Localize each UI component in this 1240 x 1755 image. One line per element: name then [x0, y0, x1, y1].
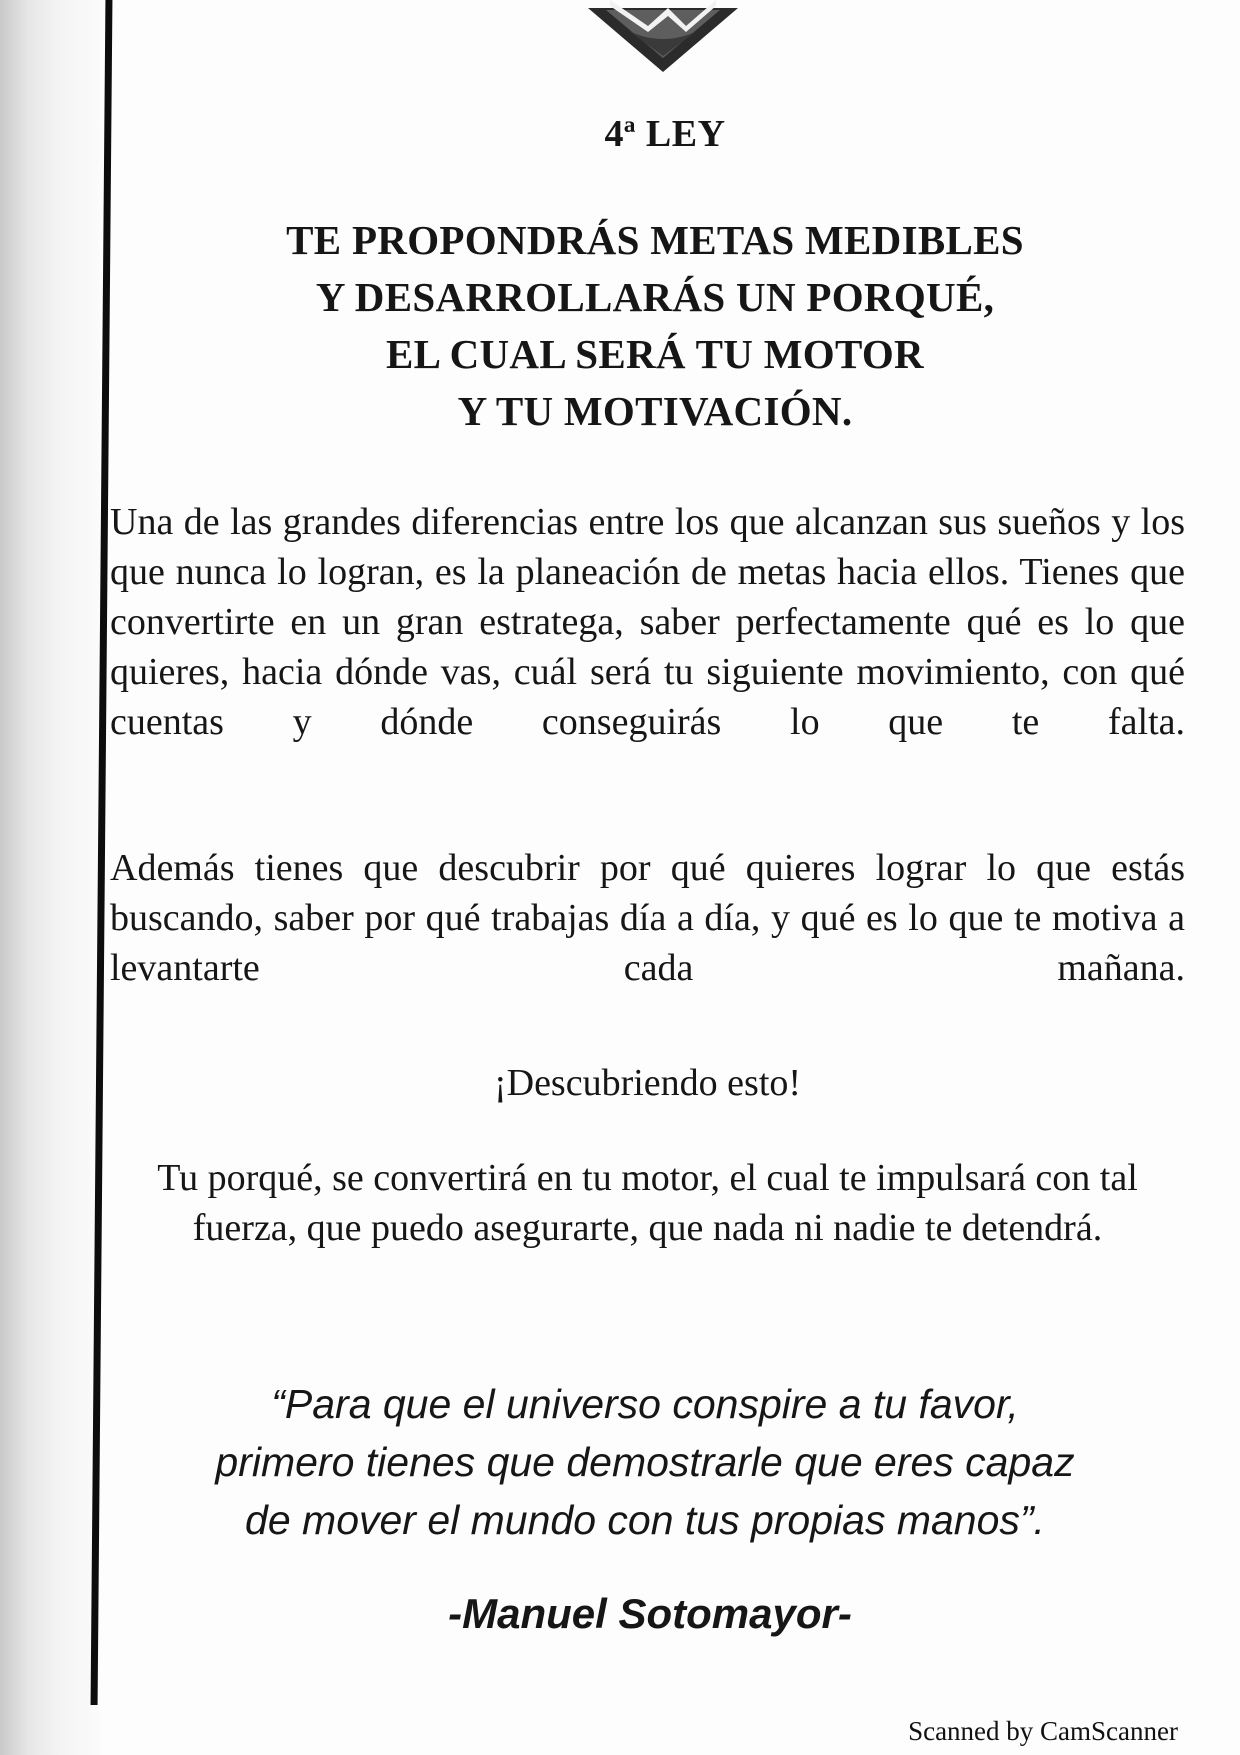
body-paragraph-3: Tu porqué, se convertirá en tu motor, el cual te impulsará con tal fuerza, que puedo asegurarte, que nada ni nadie te detendrá.: [157, 1157, 1138, 1249]
closing-quote: [150, 1375, 1140, 1549]
chapter-emblem-icon: [588, 0, 738, 72]
law-title-line: TE PROPONDRÁS METAS MEDIBLES: [286, 217, 1024, 263]
law-title-line: Y DESARROLLARÁS UN PORQUÉ,: [315, 274, 995, 320]
exclamation-line: ¡Descubriendo esto!: [493, 1062, 802, 1104]
law-title: [180, 212, 1130, 440]
law-number: 4ª LEY: [604, 113, 726, 155]
quote-line: de mover el mundo con tus propias manos”.: [245, 1497, 1045, 1543]
quote-author: -Manuel Sotomayor-: [448, 1590, 852, 1637]
law-title-line: EL CUAL SERÁ TU MOTOR: [386, 331, 924, 377]
scanner-watermark: Scanned by CamScanner: [908, 1716, 1178, 1746]
quote-line: primero tienes que demostrarle que eres capaz: [215, 1439, 1075, 1485]
page-gutter-shadow: [0, 0, 100, 1755]
law-title-line: Y TU MOTIVACIÓN.: [457, 388, 853, 434]
quote-line: “Para que el universo conspire a tu favor,: [271, 1381, 1019, 1427]
body-paragraph-1: Una de las grandes diferencias entre los que alcanzan sus sueños y los que nunca lo logran, es la planeación de metas hacia ellos. Tienes que convertirte en un gran estratega, saber perfectamente qué es lo que quieres, hacia dónde vas, cuál será tu siguiente movimiento, con qué cuentas y dónde conseguirás lo que te falta.: [110, 501, 1185, 743]
body-paragraph-2: Además tienes que descubrir por qué quieres lograr lo que estás buscando, saber por qué trabajas día a día, y qué es lo que te motiva a levantarte cada mañana.: [110, 847, 1185, 989]
